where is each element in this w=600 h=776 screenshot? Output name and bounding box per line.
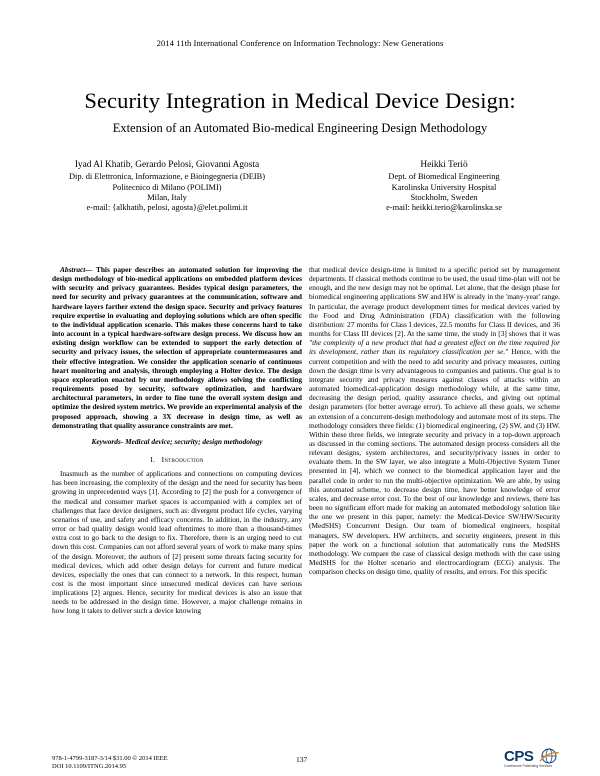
right-column <box>309 265 560 576</box>
page-number: 137 <box>296 755 308 764</box>
author-affiliation-line: Karolinska University Hospital <box>391 182 497 192</box>
author-email: e-mail: {alkhatib, pelosi, agosta}@elet.polimi.it <box>86 203 248 213</box>
author-names: Heikki Teriö <box>420 160 468 170</box>
left-column <box>52 265 302 616</box>
abstract-label: Abstract— <box>60 265 93 274</box>
paper-subtitle: Extension of an Automated Bio-medical Engineering Design Methodology <box>112 121 488 135</box>
author-affiliation-line: Politecnico di Milano (POLIMI) <box>112 182 222 192</box>
keywords: Keywords- Medical device; security; design methodology <box>91 436 263 446</box>
publisher-tagline: Conference Publishing Services <box>504 764 553 768</box>
author-affiliation-line: Dept. of Biomedical Engineering <box>388 172 500 182</box>
conference-header: 2014 11th International Conference on Information Technology: New Generations <box>156 38 444 48</box>
author-affiliation-line: Stockholm, Sweden <box>410 192 478 202</box>
section-heading-introduction <box>52 455 302 464</box>
author-affiliation-line: Milan, Italy <box>147 192 187 202</box>
intro-paragraph-continued <box>309 265 560 576</box>
author-names: Iyad Al Khatib, Gerardo Pelosi, Giovanni Agosta <box>74 160 260 170</box>
doi-line: DOI 10.1109/ITNG.2014.95 <box>52 763 127 770</box>
paper-title: Security Integration in Medical Device Design: <box>84 88 516 113</box>
publisher-logo-text: CPS <box>504 748 534 765</box>
quotation: "the complexity of a new product that had a greatest effect on the time required for its development, rather than its regulatory classification per se." <box>309 338 560 357</box>
author-affiliation-line: Dip. di Elettronica, Informazione, e Bioingegneria (DEIB) <box>68 172 266 182</box>
author-email: e-mail: heikki.terio@karolinska.se <box>386 203 502 213</box>
isbn-line: 978-1-4799-3187-3/14 $31.00 © 2014 IEEE <box>52 755 168 762</box>
body-text: Hence, with the current competition and with the need to add security and privacy measures, cutting down the design time is very advantageous to companies and patients. Our goal is to integrate security and privacy measures against classes of attacks within an automated biomedical-application design methodology while, at the same time, decreasing the design period, quality assurance checks, and giving out optimal design parameters (for better average error). To achieve all these goals, we scheme an extension of a concurrent-design methodology and automate most of its steps. The methodology considers three fields: (1) biomedical engineering, (2) SW, and (3) HW. Within these three fields, we integrate security and privacy in a top-down approach as discussed in the coming sections. The automated design process considers all the relevant designs, system architectures, and security/privacy issues in order to evaluate them. In the SW layer, we also integrate a Multi-Objective System Tuner presented in [4], which we connect to the biomedical application layer and the parallel code in order to run the multi-objective optimization. We are able, by using this automated scheme, to decrease design time, have better knowledge of error scales, and decrease error cost. To the best of our knowledge and reviews, there has been no significant effort made for making an automated methodology solution like the one we present in this paper, namely: the Medical-Device SW/HW/Security (MedSHS) Concurrent Design. Our team of biomedical engineers, hospital managers, SW developers, HW architects, and security engineers, present in this paper the work on a functional solution that automatically runs the MedSHS methodology. We compare the case of classical design methods with the case using MedSHS for the Holter scenario and electrocardiogram (ECG) analysis. The comparison checks on design time, quality of results, and errors. For this specific <box>309 347 560 577</box>
author-block-karolinska <box>328 160 560 213</box>
publisher-logo <box>502 747 562 771</box>
section-number: I. <box>150 454 156 464</box>
section-title: Introduction <box>161 454 204 464</box>
intro-paragraph: Inasmuch as the number of applications and connections on computing devices has been increasing, the complexity of the design and the need for security has been growing in unprecedented ways [1]. According to [2] the push for a convergence of the medical and consumer market spaces is accompanied with a complex set of challenges that face device designers, such as: divergent product life cycles, varying scenarios of use, and safety and efficacy concerns. In addition, in the industry, any error or bad quality design would lead oftentimes to more than a thousand-times extra cost to go back to the design to fix. Therefore, there is an urging need to cut down this cost. Companies can not afford several years of work to make many spins of the design. Moreover, the authors of [2] present some threats facing security for medical devices, which add other design delays for current and future medical devices, especially the ones that can connect to a network. In this respect, human cost is the most important since unsecured medical devices can have serious implications [2] argues. Hence, security for medical devices is also an issue that needs to be addressed in the design time. However, a major challenge remains in how long it takes to deliver such a device knowing <box>52 469 302 616</box>
author-block-polimi <box>52 160 282 213</box>
abstract <box>52 265 302 430</box>
body-text: that medical device design-time is limited to a specific period set by management departments. If classical methods continue to be used, the usual time-plan will not be enough, and the new design may not be optimal. Let alone, that the design phase for biomedical engineering applications SW and HW is already in the 'many-year' range. In particular, the average product development times for medical devices varied by the Food and Drug Administration (FDA) classification with the following distribution: 27 months for Class I devices, 22.5 months for Class II devices, and 36 months for Class III devices [2]. At the same time, the study in [3] shows that it was <box>309 265 560 339</box>
globe-icon <box>538 747 560 765</box>
abstract-text: This paper describes an automated solution for improving the design methodology of bio-medical applications on embedded platform devices with security and privacy guarantees. Besides typical design parameters, the need for security and privacy guarantees at the communication, software and hardware layers farther extend the design space. Security and privacy features require expertise in evaluating and deploying solutions which are often specific to the individual application scenario. This makes these concerns hard to take into account in a typical hardware-software design process. We discuss how an existing design workflow can be extended to support the early detection of security and privacy issues, the selection of appropriate countermeasures and their effective integration. We consider the application scenario of continuous heart monitoring and analysis, through employing a Holter device. The design space exploration enacted by our methodology allows solving the conflicting requirements posed by security, software optimization, and hardware architectural parameters, in order to fine tune the overall system design and optimize the desired system metrics. We provide an experimental analysis of the proposed approach, showing a 3X decrease in design time, as well as demonstrating that quality assurance constraints are met. <box>52 265 302 430</box>
footer-identifiers <box>52 755 168 771</box>
